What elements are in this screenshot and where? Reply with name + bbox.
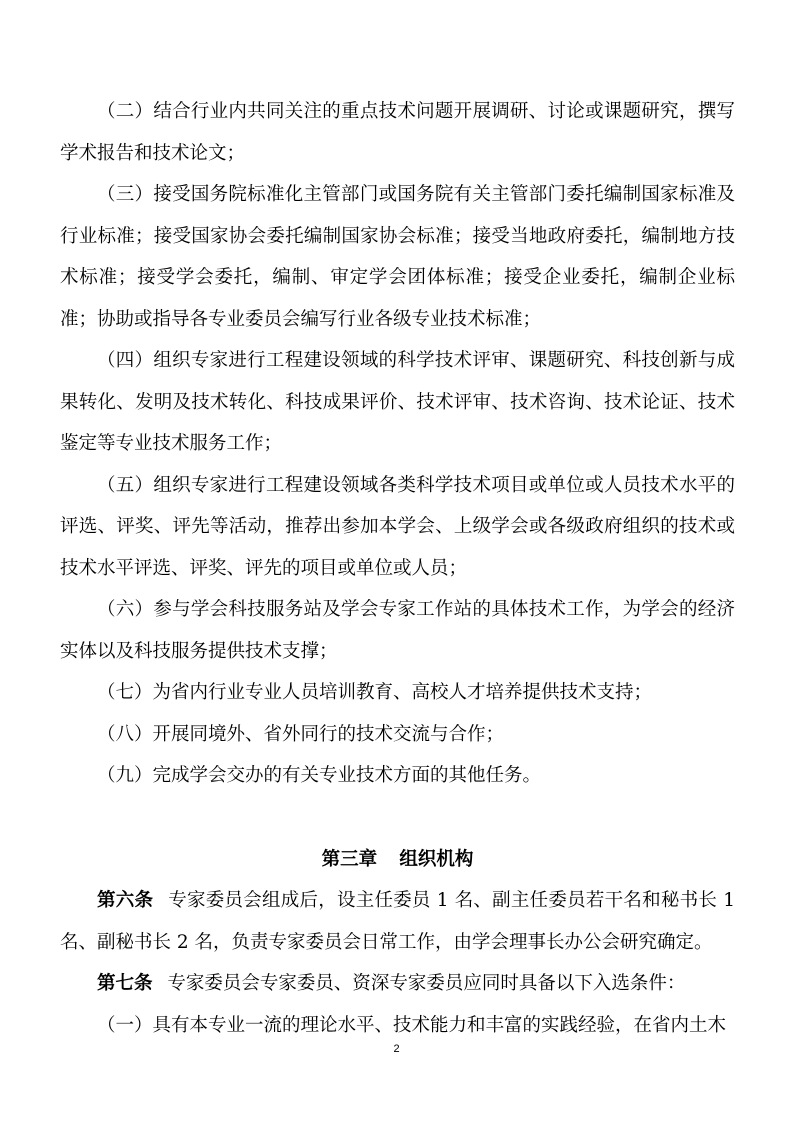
list-item: （二）结合行业内共同关注的重点技术问题开展调研、讨论或课题研究，撰写学术报告和技术论文；	[60, 101, 735, 164]
article-paragraph	[60, 880, 735, 963]
chapter-number: 第三章	[321, 848, 378, 870]
chapter-title: 组织机构	[399, 848, 474, 870]
list-item: （三）接受国务院标准化主管部门或国务院有关主管部门委托编制国家标准及行业标准；接受国家协会委托编制国家协会标准；接受当地政府委托，编制地方技术标准；接受学会委托，编制、审定学会团体标准；接受企业委托，编制企业标准；协助或指导各专业委员会编写行业各级专业技术标准；	[60, 184, 735, 330]
list-item: （五）组织专家进行工程建设领域各类科学技术项目或单位或人员技术水平的评选、评奖、评先等活动，推荐出参加本学会、上级学会或各级政府组织的技术或技术水平评选、评奖、评先的项目或单位或人员；	[60, 474, 735, 579]
list-item: （八）开展同境外、省外同行的技术交流与合作；	[97, 723, 505, 745]
list-item: （一）具有本专业一流的理论水平、技术能力和丰富的实践经验，在省内土木	[97, 1014, 727, 1036]
list-item: （六）参与学会科技服务站及学会专家工作站的具体技术工作，为学会的经济实体以及科技服务提供技术支撑；	[60, 599, 735, 662]
document-body	[60, 91, 735, 1046]
list-item: （四）组织专家进行工程建设领域的科学技术评审、课题研究、科技创新与成果转化、发明及技术转化、科技成果评价、技术评审、技术咨询、技术论证、技术鉴定等专业技术服务工作；	[60, 350, 735, 454]
page-number: 2	[393, 1043, 400, 1055]
list-item: （七）为省内行业专业人员培训教育、高校人才培养提供技术支持；	[97, 682, 653, 703]
article-label: 第六条	[97, 890, 154, 911]
chapter-heading	[60, 839, 735, 881]
article-text: 专家委员会组成后，设主任委员 1 名、副主任委员若干名和秘书长 1 名、副秘书长 2 名，负责专家委员会日常工作，由学会理事长办公会研究确定。	[60, 890, 735, 953]
article-paragraph	[60, 963, 735, 1005]
article-label: 第七条	[97, 973, 153, 994]
article-text: 专家委员会专家委员、资深专家委员应同时具备以下入选条件：	[167, 973, 686, 994]
list-item: （九）完成学会交办的有关专业技术方面的其他任务。	[97, 765, 542, 786]
